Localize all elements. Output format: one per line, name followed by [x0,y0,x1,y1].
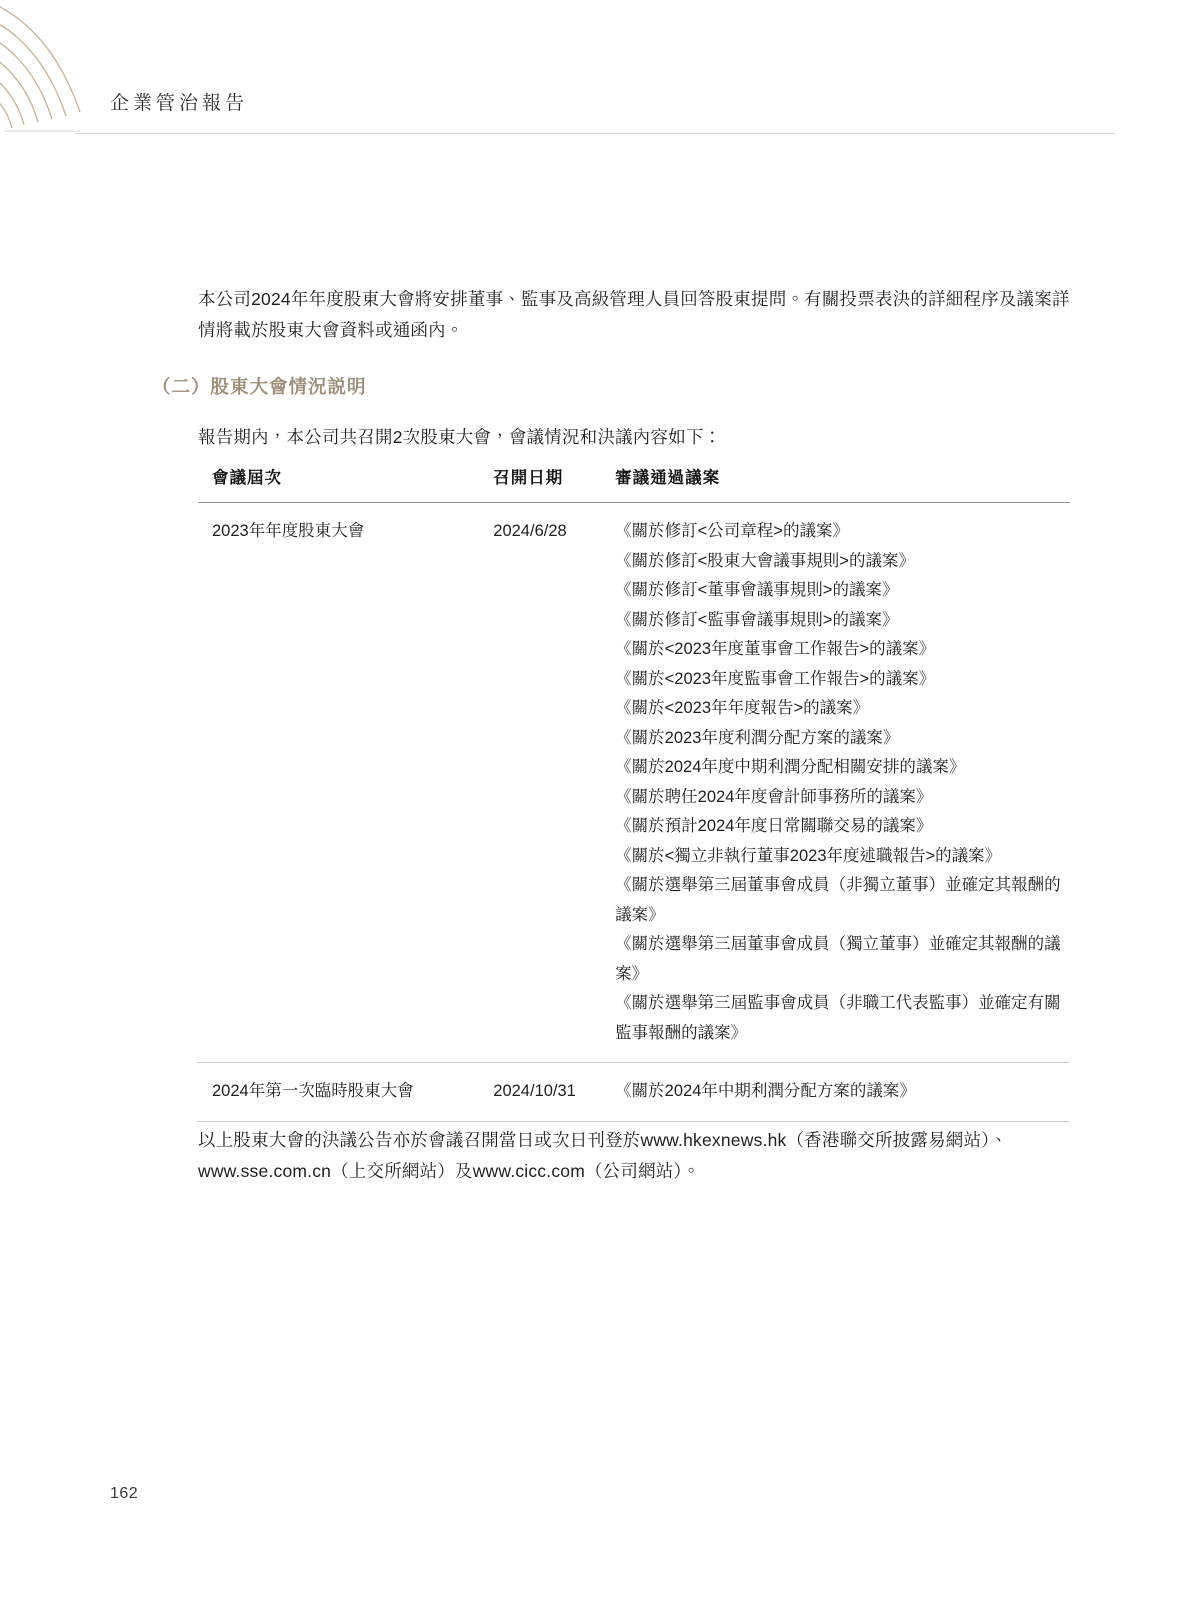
resolution-item: 《關於2024年度中期利潤分配相關安排的議案》 [615,758,966,776]
cell-session: 2024年第一次臨時股東大會 [198,1063,493,1122]
table-header-row [198,458,1070,503]
resolution-item: 《關於修訂<股東大會議事規則>的議案》 [615,551,915,570]
resolution-item: 《關於選舉第三屆監事會成員（非職工代表監事）並確定有關監事報酬的議案》 [615,994,1061,1042]
page-number: 162 [110,1485,139,1502]
resolution-item: 《關於修訂<公司章程>的議案》 [615,522,849,540]
shareholders-meeting-table [198,458,1070,1122]
resolution-item: 《關於預計2024年度日常關聯交易的議案》 [615,817,933,835]
resolution-item: 《關於修訂<監事會議事規則>的議案》 [615,610,899,629]
decorative-swoosh-graphic [0,0,230,140]
cell-resolutions [613,1063,1070,1122]
page-title: 企業管治報告 [110,92,249,114]
closing-paragraph: 以上股東大會的決議公告亦於會議召開當日或次日刊登於www.hkexnews.hk（香港聯交所披露易網站）、www.sse.com.cn（上交所網站）及www.cicc.com（公司網站）。 [198,1129,1008,1181]
section-heading: （二）股東大會情況説明 [152,376,367,398]
header-divider [75,133,1115,134]
resolution-item: 《關於<獨立非執行董事2023年度述職報告>的議案》 [615,846,1002,865]
cell-date: 2024/6/28 [493,503,613,1063]
resolution-item: 《關於2024年中期利潤分配方案的議案》 [615,1082,916,1100]
resolution-item: 《關於<2023年年度報告>的議案》 [615,699,870,717]
resolution-item: 《關於選舉第三屆董事會成員（非獨立董事）並確定其報酬的議案》 [615,876,1061,924]
cell-session: 2023年年度股東大會 [198,503,493,1063]
cell-date: 2024/10/31 [493,1063,613,1122]
resolution-item: 《關於修訂<董事會議事規則>的議案》 [615,581,899,599]
table-row [198,503,1070,1063]
column-header-date: 召開日期 [493,458,613,503]
resolution-item: 《關於<2023年度董事會工作報告>的議案》 [615,640,936,658]
lead-paragraph: 報告期內，本公司共召開2次股東大會，會議情況和決議內容如下： [198,426,722,447]
table-row [198,1063,1070,1122]
resolution-item: 《關於聘任2024年度會計師事務所的議案》 [615,787,933,806]
cell-resolutions [613,503,1070,1063]
column-header-resolutions: 審議通過議案 [613,458,1070,503]
resolution-item: 《關於選舉第三屆董事會成員（獨立董事）並確定其報酬的議案》 [615,935,1061,983]
page-header [0,0,1190,140]
resolution-item: 《關於2023年度利潤分配方案的議案》 [615,728,900,747]
resolution-item: 《關於<2023年度監事會工作報告>的議案》 [615,669,936,688]
column-header-session: 會議屆次 [198,458,493,503]
intro-paragraph: 本公司2024年年度股東大會將安排董事、監事及高級管理人員回答股東提問。有關投票表決的詳細程序及議案詳情將載於股東大會資料或通函內。 [198,288,1070,340]
